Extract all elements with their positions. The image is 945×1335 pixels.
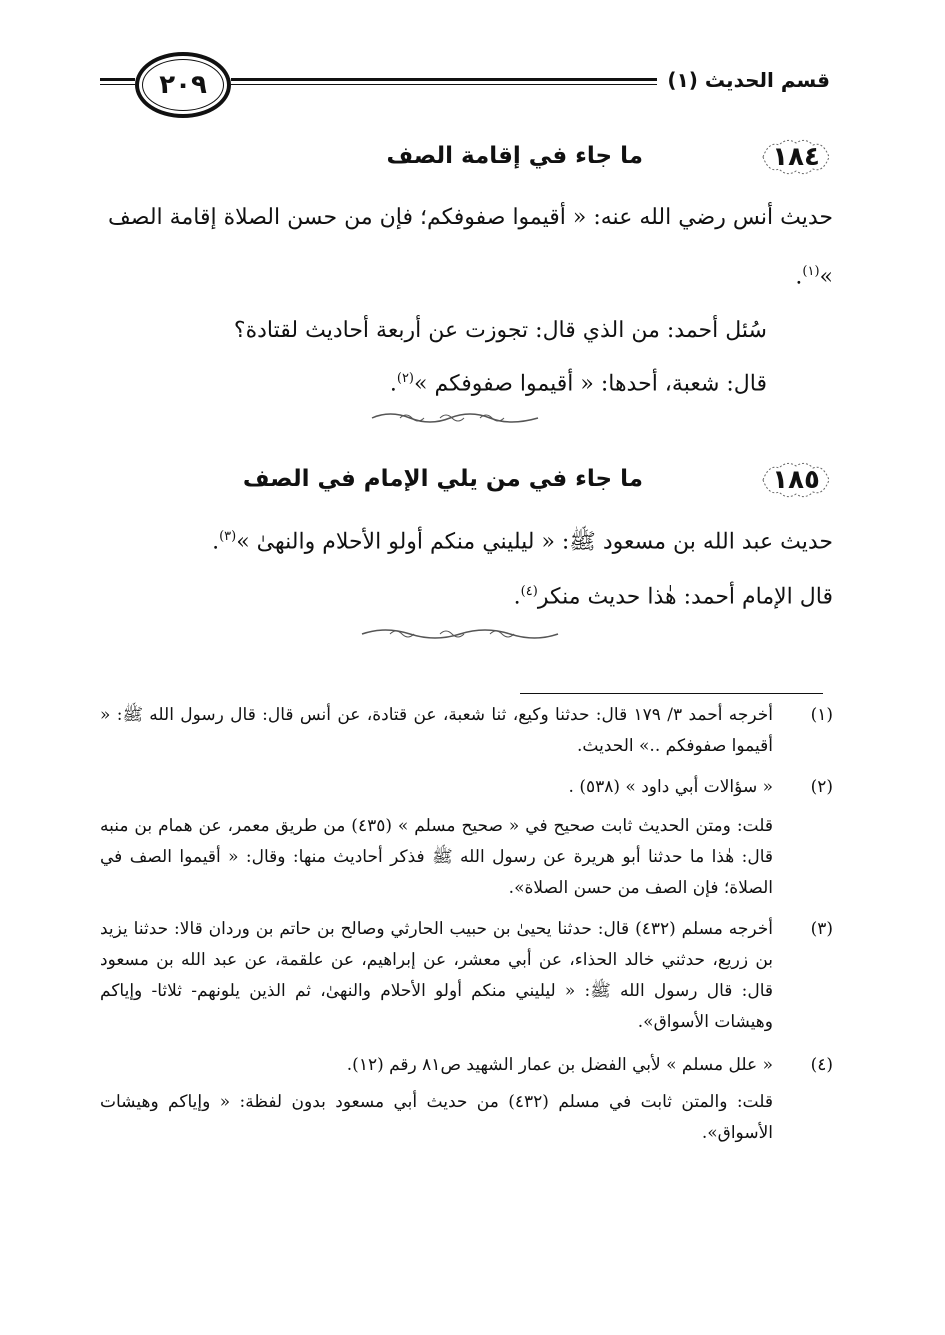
- footnotes: [100, 700, 833, 1153]
- footnote-text: أخرجه أحمد ٣/ ١٧٩ قال: حدثنا وكيع، ثنا شعبة، عن قتادة، عن أنس قال: قال رسول الله ﷺ: « أقيموا صفوفكم ..» الحديث.: [100, 705, 773, 756]
- footnote-note: قلت: ومتن الحديث ثابت صحيح في « صحيح مسلم » (٤٣٥) من طريق معمر، عن همام بن منبه قال: هٰذا ما حدثنا أبو هريرة عن رسول الله ﷺ فذكر أحاديث منها: وقال: « أقيموا الصف في الصلاة؛ فإن الصف من حسن الصلاة».: [100, 816, 774, 898]
- section-number: ١٨٥: [772, 465, 820, 495]
- footnote-separator: [520, 693, 823, 694]
- section-heading: [108, 135, 833, 179]
- footnote-note: قلت: والمتن ثابت في مسلم (٤٣٢) من حديث أبي مسعود بدون لفظة: « وإياكم وهيشات الأسواق».: [100, 1092, 774, 1143]
- footnote-number: (٤): [810, 1055, 833, 1075]
- divider-ornament-icon: [370, 410, 540, 426]
- footnote-ref[interactable]: (٣): [219, 529, 237, 544]
- footnote-item: [100, 772, 833, 803]
- footnote-number: (٢): [810, 777, 833, 797]
- footnote-item: [100, 914, 833, 1038]
- paragraph: حديث أنس رضي الله عنه: « أقيموا صفوفكم؛ فإن من حسن الصلاة إقامة الصف »$^{(١)}$.: [108, 205, 833, 290]
- section-number-badge: [759, 137, 833, 177]
- paragraph-text: حديث عبد الله بن مسعود ﷺ: « ليليني منكم أولو الأحلام والنهىٰ »: [236, 529, 833, 555]
- footnote-text: أخرجه مسلم (٤٣٢) قال: حدثنا يحيىٰ بن حبيب الحارثي وصالح بن حاتم بن وردان قالا: حدثنا يزيد بن زريع، حدثني خالد الحذاء، عن أبي معشر، عن إبراهيم، عن علقمة، عن عبد الله بن مسعود قال: قال رسول الله ﷺ: « ليليني منكم أولو الأحلام والنهىٰ، ثم الذين يلونهم- ثلاثا- وإياكم وهيشات الأسواق».: [100, 919, 774, 1032]
- section-number-badge: [759, 460, 833, 500]
- paragraph: قال الإمام أحمد: هٰذا حديث منكر$^{(٤)}$.: [513, 584, 833, 610]
- section-title: ما جاء في من يلي الإمام في الصف: [242, 466, 643, 492]
- section-184: [108, 135, 833, 412]
- section-title: ما جاء في إقامة الصف: [386, 143, 643, 169]
- footnote-ref[interactable]: (١): [802, 264, 820, 279]
- footnote-item: [100, 700, 833, 762]
- page-number-badge: [135, 52, 231, 118]
- paragraph-text: قال: شعبة، أحدها: « أقيموا صفوفكم »: [414, 371, 767, 397]
- section-number: ١٨٤: [772, 142, 820, 172]
- divider-ornament-icon: [360, 626, 560, 642]
- footnote-item: [100, 1050, 833, 1081]
- paragraph: قال: شعبة، أحدها: « أقيموا صفوفكم »$^{(٢)}$.: [389, 371, 767, 397]
- footnote-ref[interactable]: (٢): [396, 371, 414, 387]
- section-body: [108, 510, 833, 625]
- header-rule-left-thin: [100, 84, 135, 85]
- footnote-number: (١): [810, 705, 833, 725]
- paragraph-text: قال الإمام أحمد: هٰذا حديث منكر: [537, 584, 833, 610]
- footnote-text: « علل مسلم » لأبي الفضل بن عمار الشهيد ص٨١ رقم (١٢).: [346, 1055, 773, 1075]
- footnote-text: « سؤالات أبي داود » (٥٣٨) .: [568, 777, 773, 797]
- section-185: [108, 458, 833, 625]
- footnote-ref[interactable]: (٤): [520, 584, 538, 600]
- page-number: ٢٠٩: [159, 70, 207, 100]
- paragraph: حديث عبد الله بن مسعود ﷺ: « ليليني منكم أولو الأحلام والنهىٰ »$^{(٣)}$.: [212, 529, 833, 555]
- footnote-number: (٣): [810, 919, 833, 939]
- paragraph-text: سُئل أحمد: من الذي قال: تجوزت عن أربعة أحاديث لقتادة؟: [233, 318, 767, 344]
- page-header: [100, 50, 830, 122]
- section-body: [108, 191, 833, 412]
- header-rule-left: [100, 78, 135, 81]
- paragraph-text: حديث أنس رضي الله عنه: « أقيموا صفوفكم؛ فإن من حسن الصلاة إقامة الصف »: [108, 205, 833, 290]
- running-title: قسم الحديث (١): [657, 68, 830, 92]
- section-heading: [108, 458, 833, 502]
- paragraph: [108, 304, 833, 358]
